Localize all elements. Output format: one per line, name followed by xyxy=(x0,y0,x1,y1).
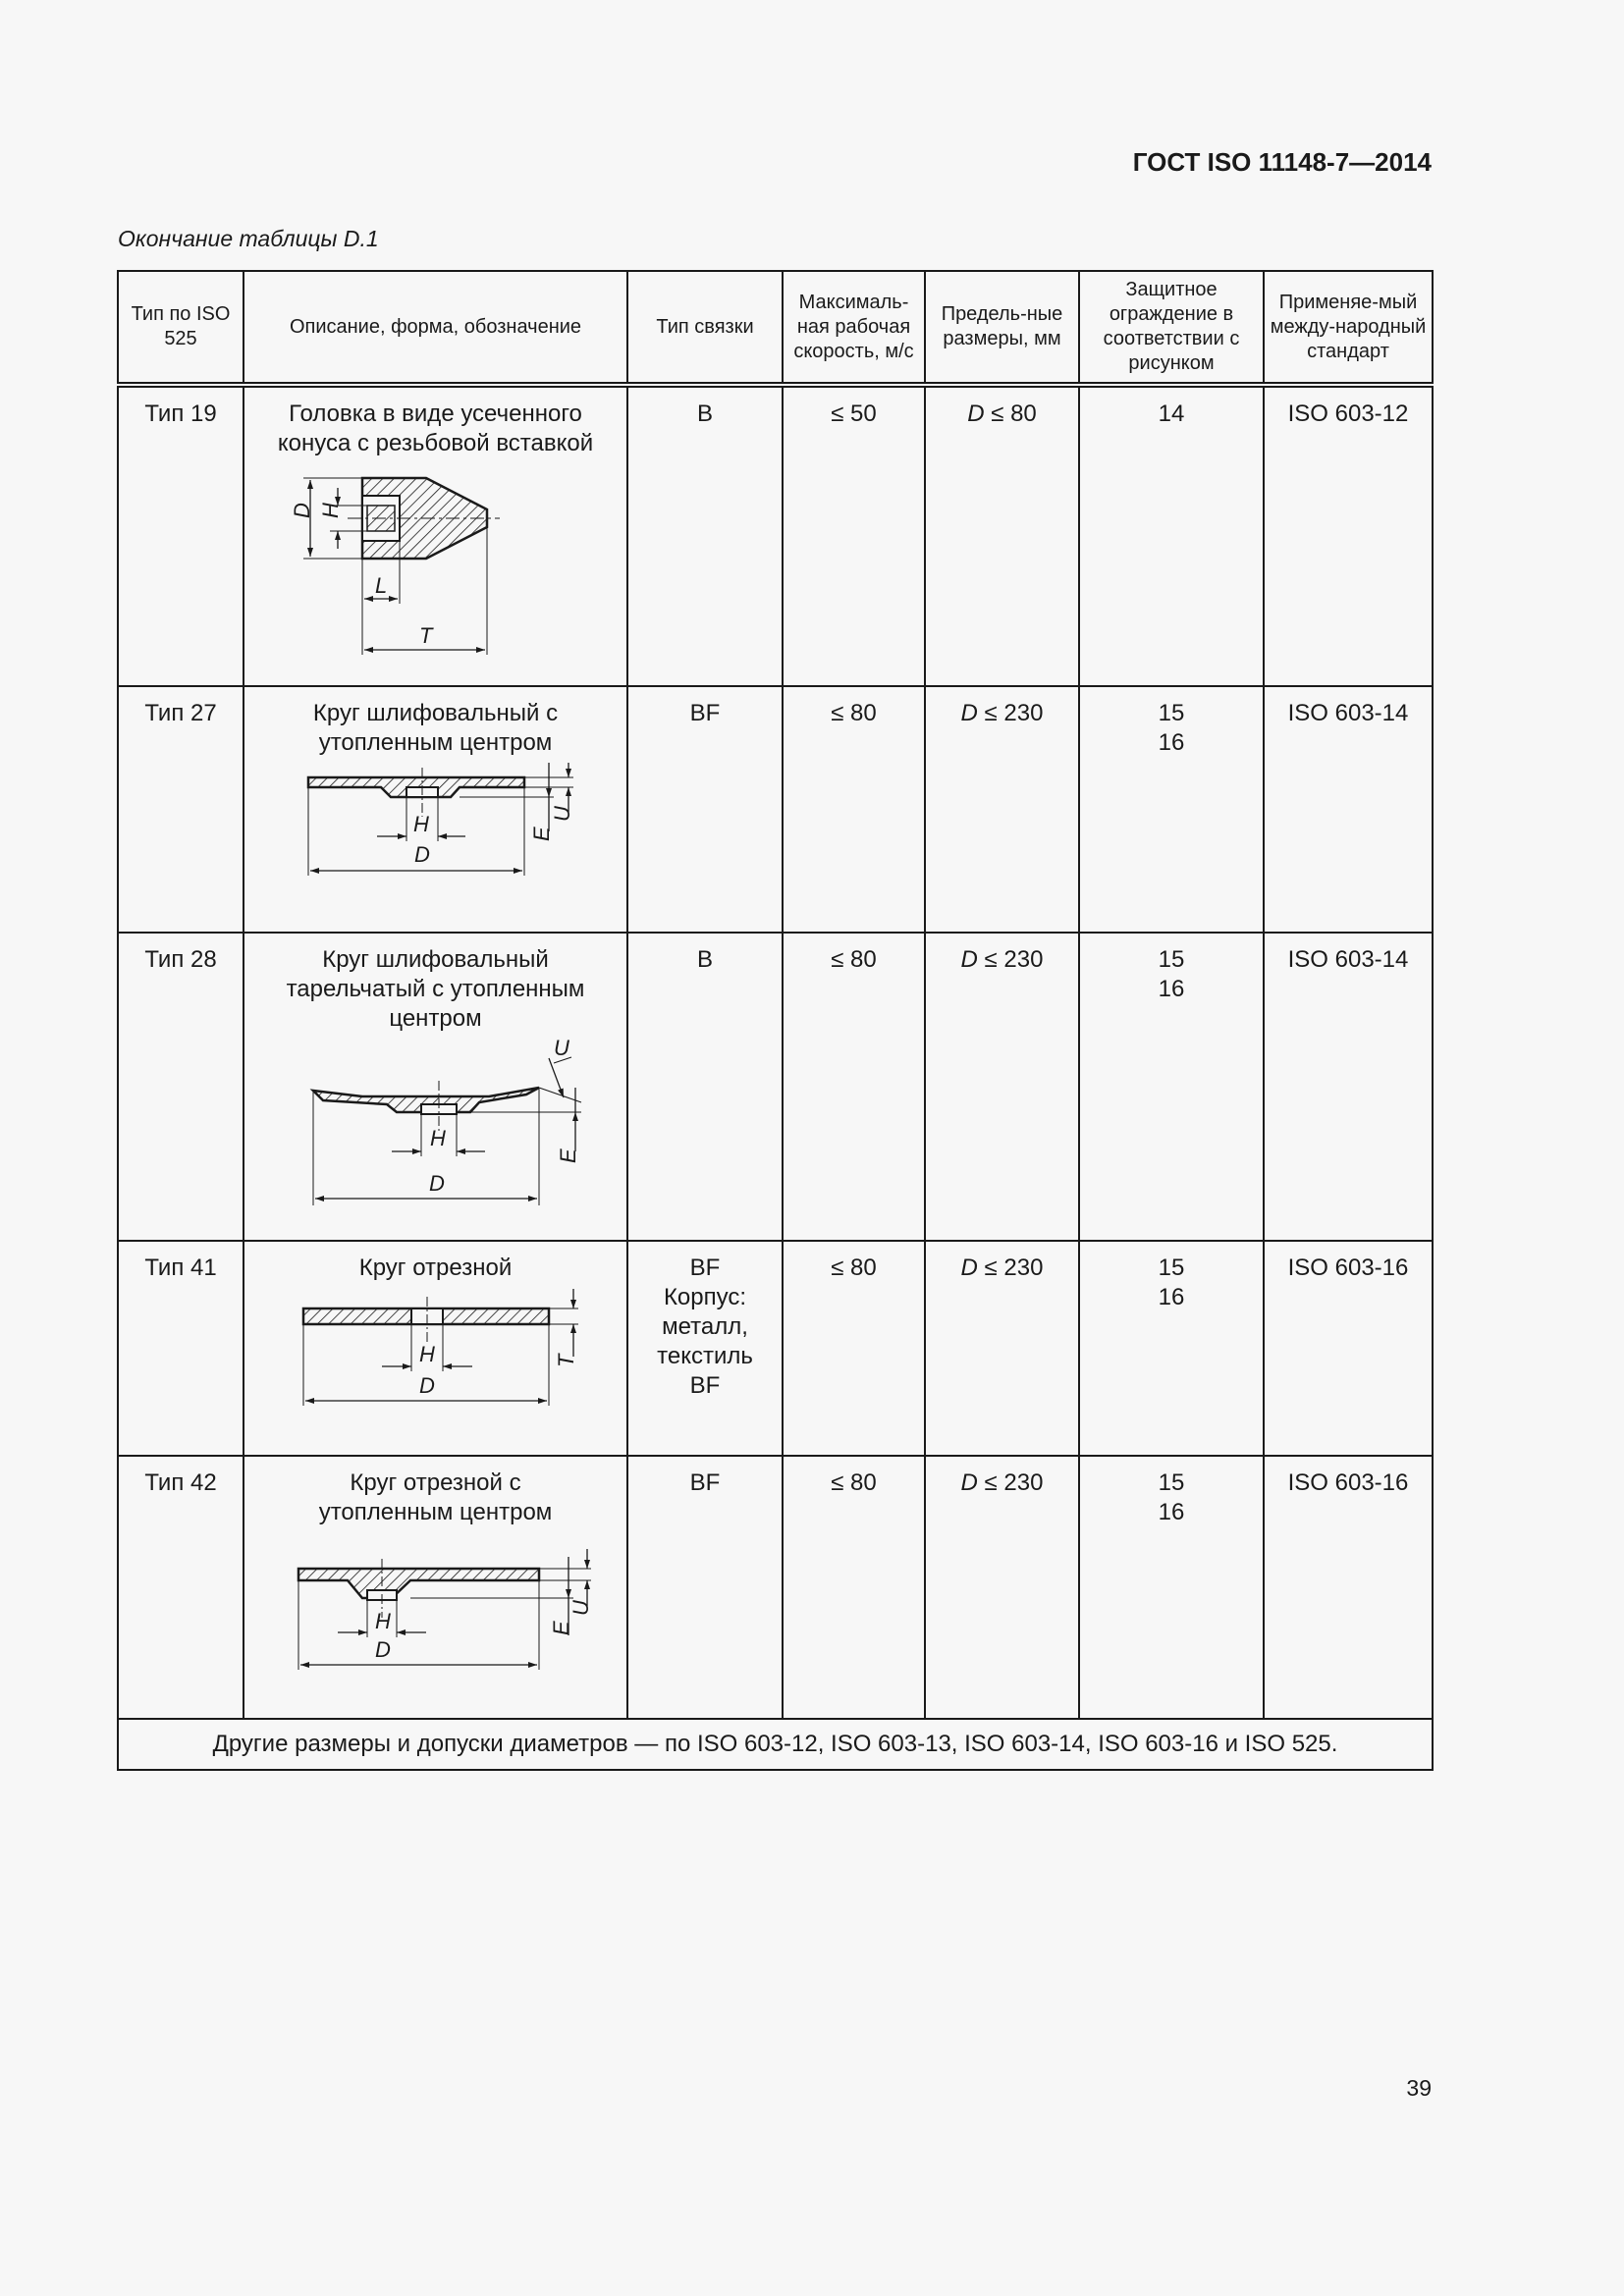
table-row xyxy=(118,933,1433,1241)
drawing-label: H xyxy=(418,1342,435,1366)
size-variable: D xyxy=(960,700,978,726)
size-variable: D xyxy=(960,1255,978,1281)
description-cell xyxy=(244,1241,627,1456)
guard-figure-ref: 16 xyxy=(1158,976,1185,1002)
bond-line: Корпус: xyxy=(663,1284,747,1310)
drawing-label: D xyxy=(413,842,430,867)
description-text: Круг отрезной xyxy=(358,1255,513,1281)
drawing-type-41 xyxy=(269,1283,603,1420)
description-text: Круг шлифовальный тарельчатый с утопленным центром xyxy=(286,946,585,1032)
page-number: 39 xyxy=(1406,2075,1432,2101)
table-row xyxy=(118,1456,1433,1719)
speed-cell: ≤ 50 xyxy=(783,385,925,686)
bond-line: BF xyxy=(689,1255,721,1281)
speed-cell: ≤ 80 xyxy=(783,1456,925,1719)
speed-cell: ≤ 80 xyxy=(783,1241,925,1456)
size-variable: D xyxy=(960,946,978,973)
drawing-type-42 xyxy=(269,1527,603,1684)
speed-cell: ≤ 80 xyxy=(783,686,925,933)
drawing-label: E xyxy=(548,1621,573,1635)
size-cell xyxy=(925,686,1079,933)
drawing-label: D xyxy=(428,1171,445,1196)
description-text: Круг отрезной с утопленным центром xyxy=(318,1469,553,1525)
bond-cell: BF xyxy=(627,686,783,933)
drawing-label: H xyxy=(412,812,429,836)
column-header: Защитное ограждение в соответствии с рисунком xyxy=(1079,271,1264,385)
type-cell: Тип 27 xyxy=(118,686,244,933)
description-cell xyxy=(244,686,627,933)
size-limit: ≤ 230 xyxy=(977,700,1044,726)
bond-cell xyxy=(627,1241,783,1456)
guard-cell xyxy=(1079,1241,1264,1456)
size-limit: ≤ 230 xyxy=(977,1255,1044,1281)
standard-cell: ISO 603-14 xyxy=(1264,686,1433,933)
document-standard-code: ГОСТ ISO 11148-7—2014 xyxy=(1132,147,1432,177)
drawing-label: E xyxy=(555,1148,580,1163)
drawing-label: D xyxy=(374,1637,391,1662)
drawing-label: L xyxy=(374,573,387,598)
size-cell xyxy=(925,1456,1079,1719)
standard-cell: ISO 603-14 xyxy=(1264,933,1433,1241)
drawing-type-27 xyxy=(269,758,603,905)
description-text: Круг шлифовальный с утопленным центром xyxy=(312,700,559,756)
guard-figure-ref: 15 xyxy=(1158,1469,1185,1496)
table-footer-row xyxy=(118,1719,1433,1770)
size-variable: D xyxy=(967,400,985,427)
standard-cell: ISO 603-16 xyxy=(1264,1241,1433,1456)
size-cell xyxy=(925,1241,1079,1456)
guard-figure-ref: 14 xyxy=(1158,400,1185,427)
description-text: Головка в виде усеченного конуса с резьбовой вставкой xyxy=(277,400,594,456)
description-cell xyxy=(244,933,627,1241)
column-header: Предель-ные размеры, мм xyxy=(925,271,1079,385)
column-header: Описание, форма, обозначение xyxy=(244,271,627,385)
type-cell: Тип 41 xyxy=(118,1241,244,1456)
size-limit: ≤ 230 xyxy=(977,1469,1044,1496)
guard-cell xyxy=(1079,933,1264,1241)
drawing-label: T xyxy=(553,1354,578,1367)
guard-figure-ref: 16 xyxy=(1158,1499,1185,1525)
size-cell xyxy=(925,933,1079,1241)
column-header: Тип по ISO 525 xyxy=(118,271,244,385)
column-header: Максималь-ная рабочая скорость, м/с xyxy=(783,271,925,385)
drawing-label: H xyxy=(429,1126,446,1150)
speed-cell: ≤ 80 xyxy=(783,933,925,1241)
bond-line: BF xyxy=(689,1372,721,1399)
guard-figure-ref: 15 xyxy=(1158,1255,1185,1281)
guard-figure-ref: 16 xyxy=(1158,1284,1185,1310)
table-row xyxy=(118,385,1433,686)
bond-cell: BF xyxy=(627,1456,783,1719)
bond-cell: B xyxy=(627,933,783,1241)
guard-cell xyxy=(1079,385,1264,686)
description-cell xyxy=(244,385,627,686)
table-row xyxy=(118,1241,1433,1456)
drawing-type-28 xyxy=(269,1034,603,1220)
table-caption: Окончание таблицы D.1 xyxy=(118,226,379,251)
type-cell: Тип 28 xyxy=(118,933,244,1241)
type-cell: Тип 19 xyxy=(118,385,244,686)
size-limit: ≤ 80 xyxy=(984,400,1037,427)
table-header-row xyxy=(118,271,1433,385)
drawing-label: H xyxy=(317,503,343,518)
type-cell: Тип 42 xyxy=(118,1456,244,1719)
guard-figure-ref: 15 xyxy=(1158,700,1185,726)
size-cell xyxy=(925,385,1079,686)
drawing-type-19 xyxy=(269,458,603,665)
table-row xyxy=(118,686,1433,933)
drawing-label: U xyxy=(549,806,574,822)
size-variable: D xyxy=(960,1469,978,1496)
description-cell xyxy=(244,1456,627,1719)
drawing-label: T xyxy=(418,623,432,648)
drawing-label: U xyxy=(553,1036,569,1060)
drawing-label: D xyxy=(289,503,314,518)
bond-line: металл, xyxy=(662,1313,748,1340)
column-header: Применяе-мый между-народный стандарт xyxy=(1264,271,1433,385)
standard-cell: ISO 603-12 xyxy=(1264,385,1433,686)
bond-cell: B xyxy=(627,385,783,686)
standard-cell: ISO 603-16 xyxy=(1264,1456,1433,1719)
table-footnote: Другие размеры и допуски диаметров — по ISO 603-12, ISO 603-13, ISO 603-14, ISO 603-16 и ISO 525. xyxy=(118,1719,1433,1770)
guard-figure-ref: 16 xyxy=(1158,729,1185,756)
drawing-label: E xyxy=(528,827,554,841)
column-header: Тип связки xyxy=(627,271,783,385)
guard-cell xyxy=(1079,1456,1264,1719)
drawing-label: U xyxy=(568,1600,593,1616)
guard-cell xyxy=(1079,686,1264,933)
drawing-label: H xyxy=(374,1609,391,1633)
size-limit: ≤ 230 xyxy=(977,946,1044,973)
abrasive-products-table xyxy=(117,270,1434,1771)
bond-line: текстиль xyxy=(657,1343,753,1369)
drawing-label: D xyxy=(418,1373,435,1398)
guard-figure-ref: 15 xyxy=(1158,946,1185,973)
